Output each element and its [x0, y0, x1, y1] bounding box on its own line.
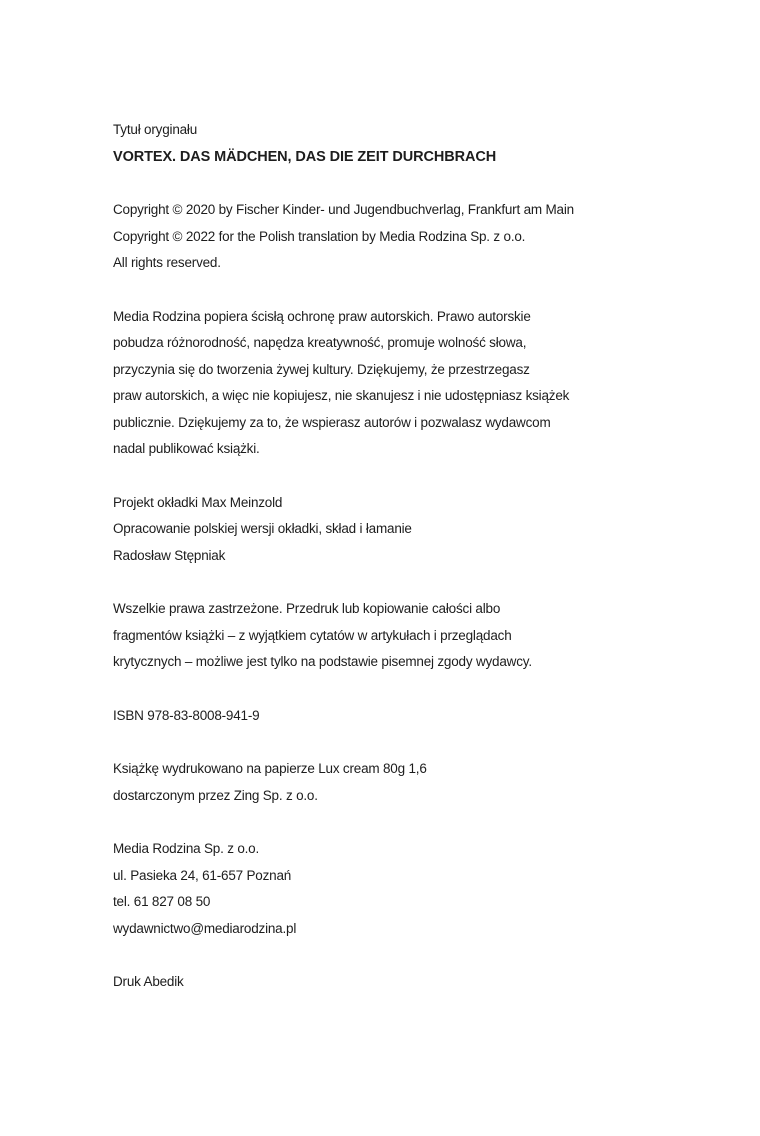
- spacer: [113, 942, 723, 969]
- copyright-block: [113, 197, 723, 277]
- spacer: [113, 569, 723, 596]
- original-title-label: Tytuł oryginału: [113, 122, 198, 137]
- credit-line: Opracowanie polskiej wersji okładki, skład i łamanie: [113, 521, 412, 536]
- paragraph-line: przyczynia się do tworzenia żywej kultury. Dziękujemy, że przestrzegasz: [113, 361, 530, 377]
- copyright-line: Copyright © 2020 by Fischer Kinder- und Jugendbuchverlag, Frankfurt am Main: [113, 202, 574, 217]
- paragraph-line: pobudza różnorodność, napędza kreatywność, promuje wolność słowa,: [113, 335, 527, 350]
- copyright-protection-paragraph: [113, 304, 723, 463]
- spacer: [113, 729, 723, 756]
- credit-line: Projekt okładki Max Meinzold: [113, 494, 283, 510]
- publisher-address-block: [113, 836, 723, 942]
- publisher-phone: tel. 61 827 08 50: [113, 894, 211, 909]
- isbn-block: [113, 703, 723, 730]
- spacer: [113, 170, 723, 197]
- spacer: [113, 277, 723, 304]
- paragraph-line: fragmentów książki – z wyjątkiem cytatów w artykułach i przeglądach: [113, 627, 512, 643]
- credits-block: [113, 490, 723, 570]
- original-title-block: [113, 117, 723, 170]
- paragraph-line: nadal publikować książki.: [113, 441, 260, 456]
- isbn: ISBN 978-83-8008-941-9: [113, 707, 260, 723]
- spacer: [113, 809, 723, 836]
- copyright-line: All rights reserved.: [113, 255, 221, 270]
- credit-line: Radosław Stępniak: [113, 547, 226, 563]
- paragraph-line: Media Rodzina popiera ścisłą ochronę praw autorskich. Prawo autorskie: [113, 308, 531, 324]
- paragraph-line: publicznie. Dziękujemy za to, że wspierasz autorów i pozwalasz wydawcom: [113, 414, 551, 430]
- imprint-page: [113, 117, 723, 996]
- publisher-name: Media Rodzina Sp. z o.o.: [113, 841, 260, 856]
- paper-line: dostarczonym przez Zing Sp. z o.o.: [113, 787, 318, 803]
- original-title: VORTEX. DAS MÄDCHEN, DAS DIE ZEIT DURCHBRACH: [113, 148, 497, 165]
- paper-line: Książkę wydrukowano na papierze Lux cream 80g 1,6: [113, 761, 427, 776]
- paragraph-line: praw autorskich, a więc nie kopiujesz, nie skanujesz i nie udostępniasz książek: [113, 388, 570, 403]
- paragraph-line: krytycznych – możliwe jest tylko na podstawie pisemnej zgody wydawcy.: [113, 654, 532, 669]
- printer: Druk Abedik: [113, 974, 184, 989]
- printer-block: [113, 969, 723, 996]
- paper-info-block: [113, 756, 723, 809]
- publisher-email: wydawnictwo@mediarodzina.pl: [113, 920, 297, 936]
- rights-reserved-paragraph: [113, 596, 723, 676]
- copyright-line: Copyright © 2022 for the Polish translation by Media Rodzina Sp. z o.o.: [113, 228, 526, 244]
- spacer: [113, 676, 723, 703]
- paragraph-line: Wszelkie prawa zastrzeżone. Przedruk lub kopiowanie całości albo: [113, 601, 501, 616]
- spacer: [113, 463, 723, 490]
- publisher-street: ul. Pasieka 24, 61-657 Poznań: [113, 867, 292, 883]
